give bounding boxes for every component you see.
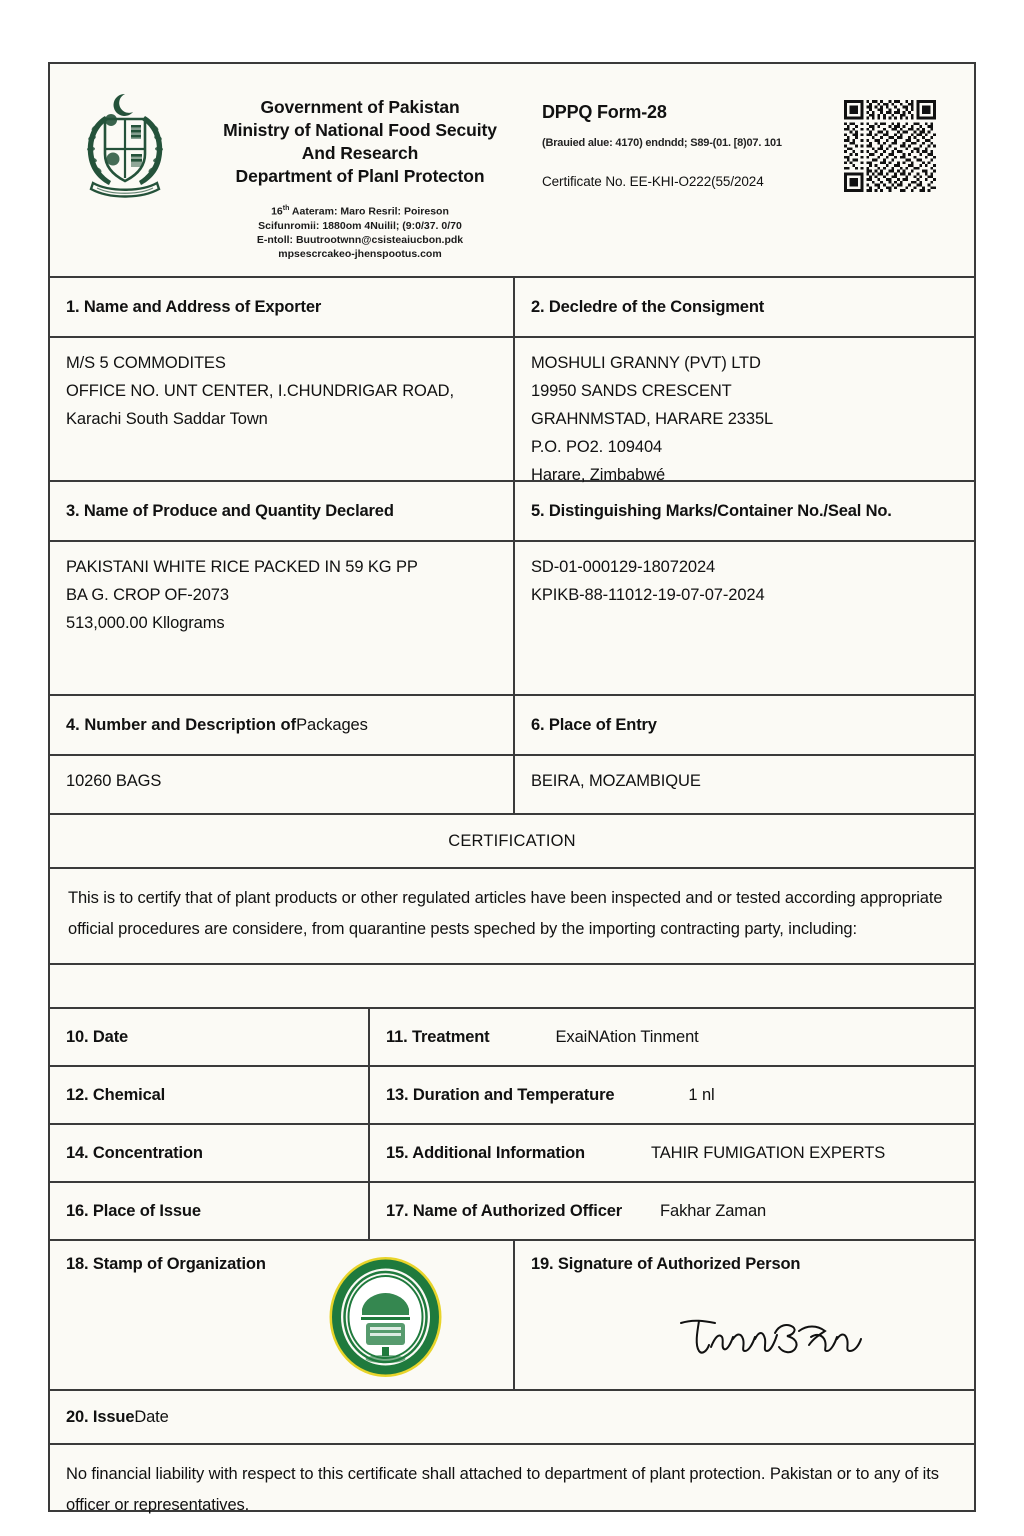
form-subtitle: (Brauied alue: 4170) endndd; S89-(01. [8)07. 101: [542, 137, 782, 149]
organization-title-block: [200, 74, 520, 268]
form-identification-block: [520, 74, 844, 268]
produce-marks-value-row: [50, 542, 974, 696]
officer-value: Fakhar Zaman: [660, 1201, 767, 1220]
additional-info-label: 15. Additional Information: [386, 1143, 585, 1162]
consignee-line-1: MOSHULI GRANNY (PVT) LTD: [531, 354, 761, 372]
entry-value: BEIRA, MOZAMBIQUE: [531, 772, 701, 790]
certification-band-title: CERTIFICATION: [50, 815, 974, 869]
address-line-1: 16th Aateram: Maro Resril: Poireson: [271, 205, 449, 218]
produce-value: [50, 542, 515, 694]
pakistan-state-emblem-icon: [71, 88, 179, 204]
qr-code-icon: [844, 100, 936, 192]
org-line-4: Department of PlanI Protecton: [235, 166, 485, 186]
exporter-label: 1. Name and Address of Exporter: [50, 278, 515, 336]
address-line-3: E-ntoll: Buutrootwnn@csisteaiucbon.pdk: [256, 233, 464, 246]
exporter-line-2: OFFICE NO. UNT CENTER, I.CHUNDRIGAR ROAD,: [66, 382, 454, 400]
form-title: DPPQ Form-28: [542, 102, 667, 122]
packages-value: 10260 BAGS: [50, 756, 515, 813]
concentration-label: 14. Concentration: [50, 1125, 370, 1181]
duration-value: 1 nl: [688, 1085, 715, 1104]
treatment-row-14-15: [50, 1125, 974, 1183]
marks-line-2: KPIKB-88-11012-19-07-07-2024: [531, 586, 765, 604]
produce-line-3: 513,000.00 Kllograms: [66, 614, 225, 632]
issue-date-row: [50, 1391, 974, 1445]
org-line-2: Ministry of National Food Secuity: [223, 120, 497, 140]
consignee-line-3: GRAHNMSTAD, HARARE 2335L: [531, 410, 774, 428]
officer-cell: [370, 1183, 974, 1239]
certificate-number: Certificate No. EE-KHI-O222(55/2024: [542, 174, 764, 189]
place-of-issue-label: 16. Place of Issue: [50, 1183, 370, 1239]
liability-note: No financial liability with respect to this certificate shall attached to department of plant protection. Pakistan or to any of its officer or representatives.: [66, 1465, 939, 1514]
exporter-line-3: Karachi South Saddar Town: [66, 410, 268, 428]
treatment-row-10-11: [50, 1009, 974, 1067]
organization-address-block: [200, 202, 520, 261]
certification-paragraph: This is to certify that of plant products or other regulated articles have been inspected and or tested according appropriate official procedures are considere, from quarantine pests speched by the importing contracting party, including:: [50, 869, 974, 965]
consignee-label: 2. Decledre of the Consigment: [531, 298, 765, 316]
chemical-label: 12. Chemical: [50, 1067, 370, 1123]
qr-code-cell: [844, 74, 974, 268]
org-line-1: Government of Pakistan: [260, 97, 460, 117]
officer-label: 17. Name of Authorized Officer: [386, 1201, 623, 1220]
packages-label-bold: 4. Number and Description of: [66, 716, 297, 734]
packages-entry-header-row: [50, 696, 974, 756]
additional-info-value: TAHIR FUMIGATION EXPERTS: [651, 1143, 886, 1162]
marks-line-1: SD-01-000129-18072024: [531, 558, 716, 576]
duration-label: 13. Duration and Temperature: [386, 1085, 615, 1104]
marks-label: 5. Distinguishing Marks/Container No./Seal No.: [531, 502, 892, 520]
exporter-consignee-value-row: [50, 338, 974, 482]
official-seal-icon: [328, 1257, 443, 1377]
certificate-document: [48, 62, 976, 1512]
produce-line-1: PAKISTANI WHITE RICE PACKED IN 59 KG PP: [66, 558, 418, 576]
document-header: [50, 64, 974, 278]
treatment-cell: [370, 1009, 974, 1065]
issue-date-label-bold: 20. Issue: [66, 1407, 135, 1426]
address-line-4: mpsescrcakeo-jhenspootus.com: [278, 247, 442, 260]
emblem-cell: [50, 74, 200, 268]
exporter-value: [50, 338, 515, 480]
consignee-value: [515, 338, 974, 484]
treatment-row-12-13: [50, 1067, 974, 1125]
signature-cell: [515, 1241, 974, 1389]
packages-entry-value-row: [50, 756, 974, 815]
date-label: 10. Date: [50, 1009, 370, 1065]
stamp-signature-row: [50, 1241, 974, 1391]
org-line-3: And Research: [301, 143, 419, 163]
exporter-consignee-header-row: [50, 278, 974, 338]
treatment-value: ExaiNAtion Tinment: [555, 1027, 699, 1046]
additional-info-cell: [370, 1125, 974, 1181]
treatment-label: 11. Treatment: [386, 1027, 490, 1046]
signature-label: 19. Signature of Authorized Person: [531, 1255, 801, 1273]
duration-cell: [370, 1067, 974, 1123]
marks-value: [515, 542, 974, 694]
produce-marks-header-row: [50, 482, 974, 542]
consignee-line-5: Harare, Zimbabwé: [531, 466, 666, 484]
entry-label: 6. Place of Entry: [531, 716, 657, 734]
treatment-row-16-17: [50, 1183, 974, 1241]
stamp-cell: [50, 1241, 515, 1389]
blank-spacer-row: [50, 965, 974, 1009]
address-line-2: Scifunromii: 1880om 4Nuilil; (9:0/37. 0/70: [258, 219, 462, 232]
packages-label: [50, 696, 515, 754]
packages-label-rest: Packages: [296, 716, 368, 734]
handwritten-signature-icon: [675, 1311, 865, 1369]
produce-line-2: BA G. CROP OF-2073: [66, 586, 229, 604]
produce-label: 3. Name of Produce and Quantity Declared: [50, 482, 515, 540]
stamp-label: 18. Stamp of Organization: [66, 1255, 266, 1273]
issue-date-label-rest: Date: [134, 1407, 169, 1426]
exporter-line-1: M/S 5 COMMODITES: [66, 354, 226, 372]
consignee-line-4: P.O. PO2. 109404: [531, 438, 663, 456]
consignee-line-2: 19950 SANDS CRESCENT: [531, 382, 732, 400]
